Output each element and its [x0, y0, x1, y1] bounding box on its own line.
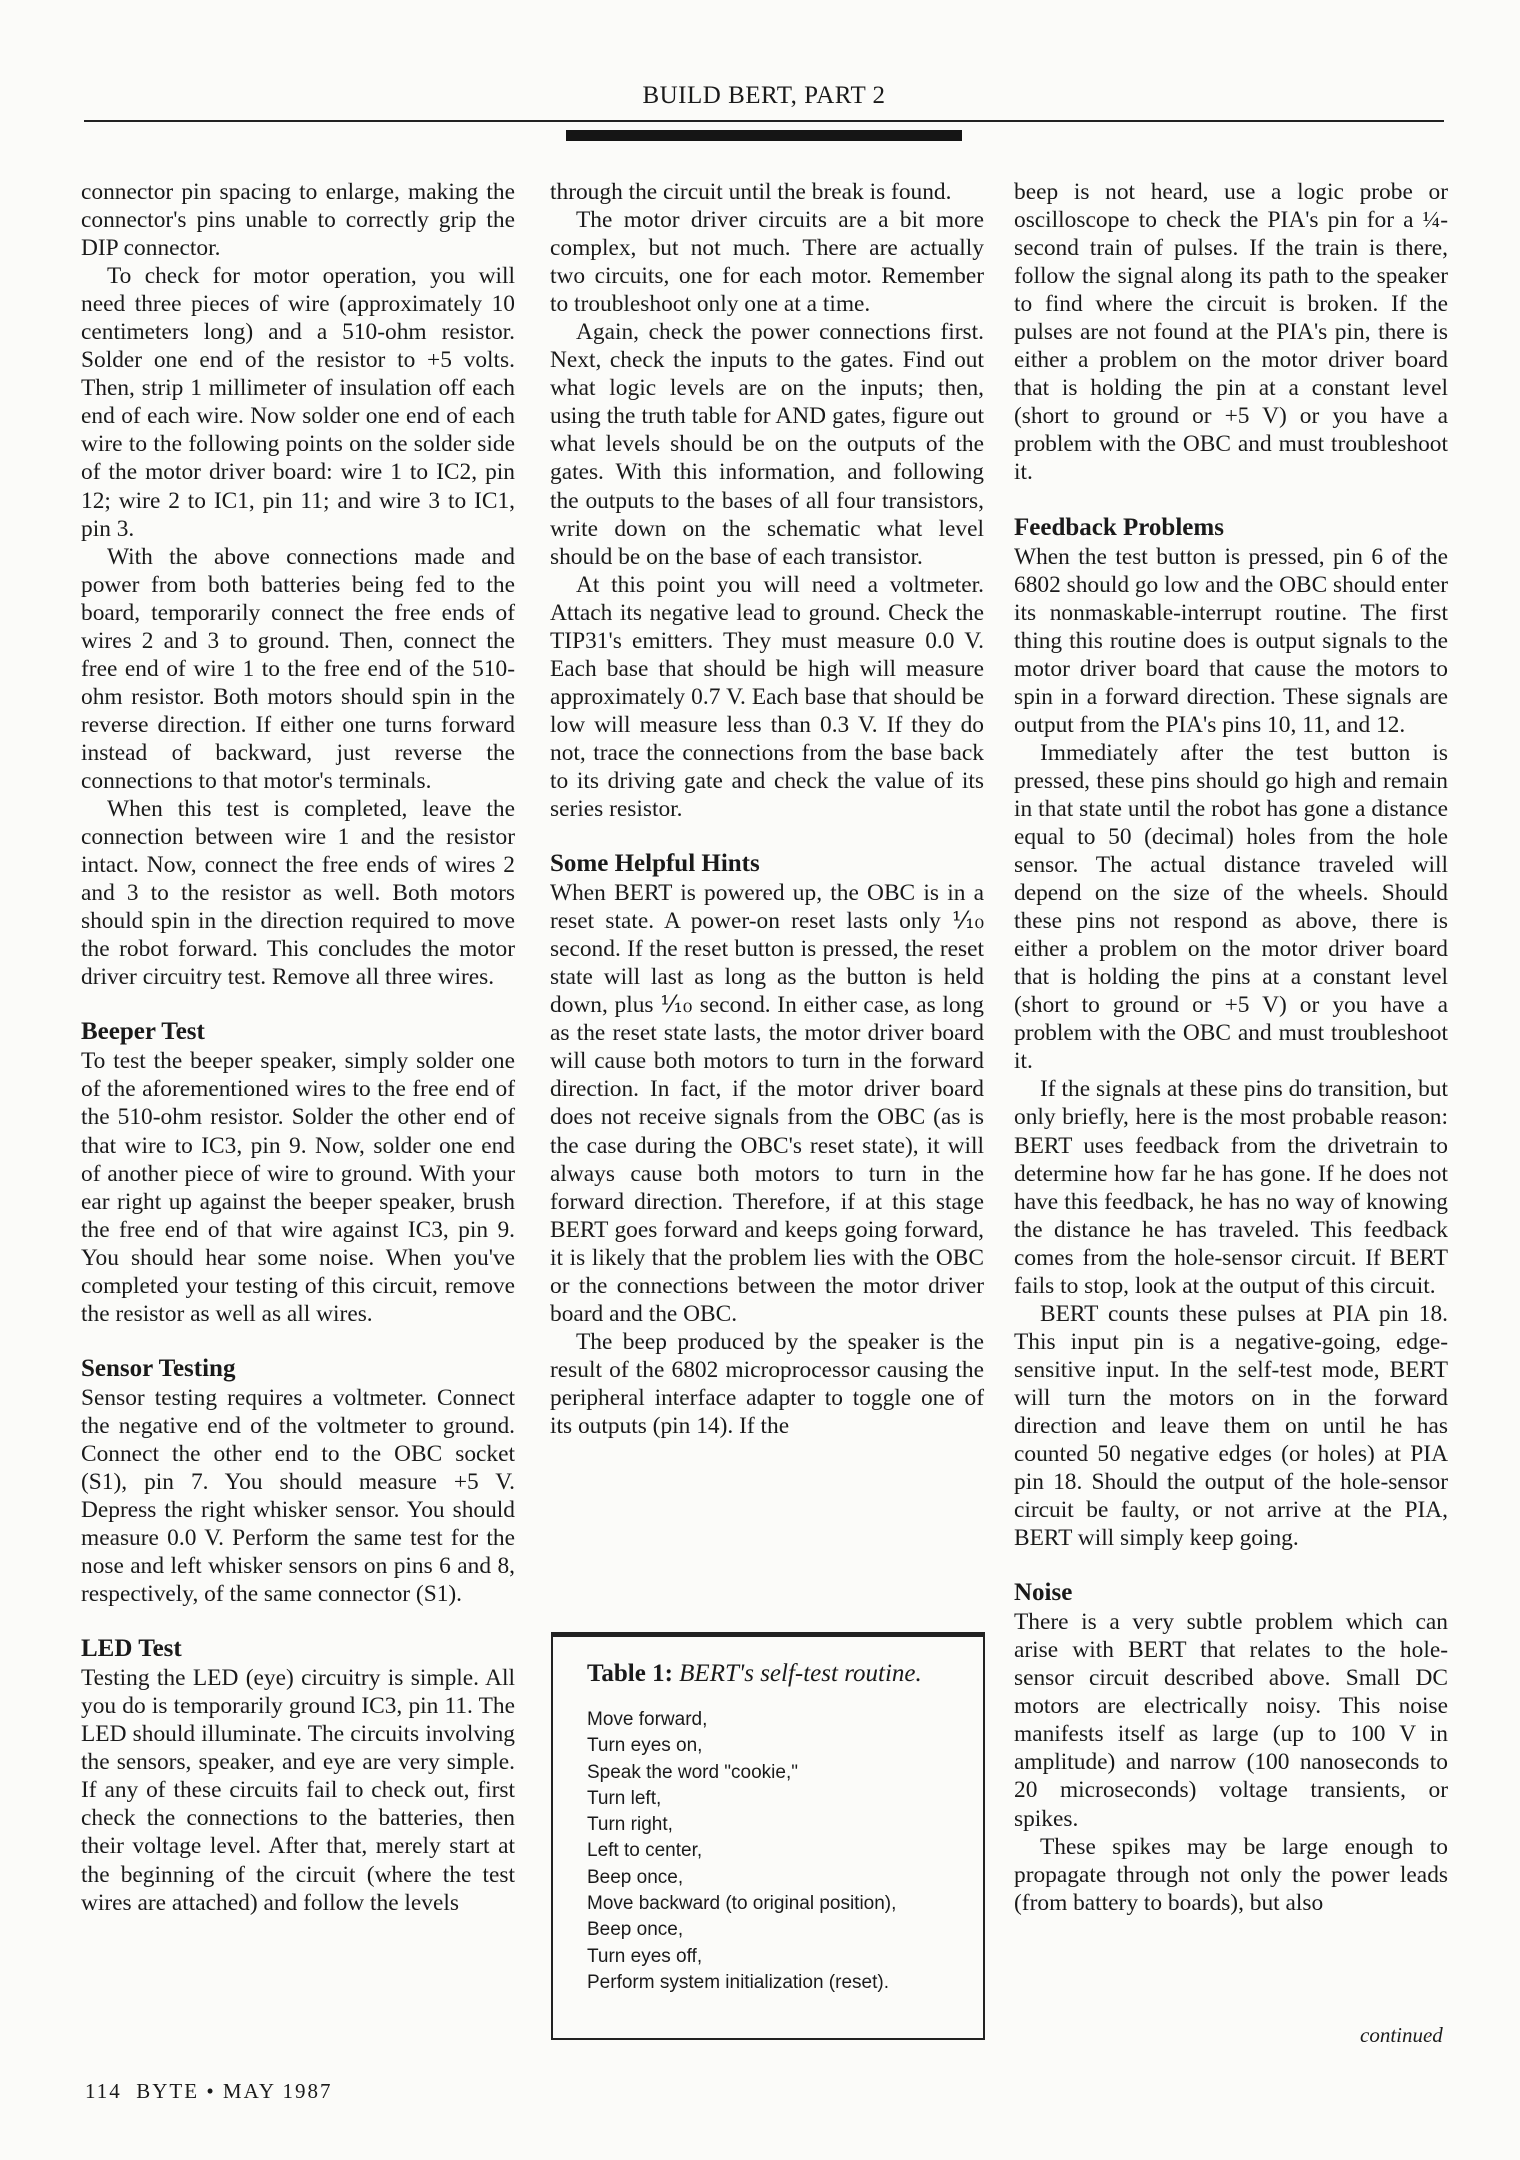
- header-bar: [566, 130, 962, 141]
- page-number: 114: [85, 2079, 122, 2103]
- paragraph: beep is not heard, use a logic probe or oscilloscope to check the PIA's pin for a ¼-second train of pulses. If the train is there, follow the signal along its path to the speaker to find where the circuit is broken. If the pulses are not found at the PIA's pin, there is either a problem on the motor driver board that is holding the pin at a constant level (short to ground or +5 V) or you have a problem with the OBC and must troubleshoot it.: [1014, 179, 1448, 486]
- running-header: BUILD BERT, PART 2: [642, 82, 886, 109]
- table-row: Turn eyes on,: [587, 1735, 703, 1757]
- table-row: Move forward,: [587, 1709, 708, 1730]
- section-heading: Sensor Testing: [81, 1354, 236, 1382]
- table-row: Beep once,: [587, 1919, 684, 1941]
- table-row: Turn eyes off,: [587, 1945, 703, 1967]
- paragraph: Again, check the power connections first. Next, check the inputs to the gates. Find out what logic levels are on the inputs; then, using the truth table for AND gates, figure out what levels should be on the outputs of the gates. With this information, and following the outputs to the bases of all four transistors, write down on the schematic what level should be on the base of each transistor.: [550, 319, 984, 570]
- paragraph: through the circuit until the break is found.: [550, 179, 952, 205]
- table-label: Table 1:: [587, 1660, 673, 1687]
- section-heading: Feedback Problems: [1014, 513, 1224, 541]
- header-rule: [84, 120, 1444, 122]
- continued-note: continued: [1360, 2023, 1443, 2047]
- paragraph: connector pin spacing to enlarge, making the connector's pins unable to correctly grip the DIP connector.: [81, 179, 515, 262]
- table-caption: BERT's self-test routine.: [679, 1660, 922, 1687]
- table-1: [551, 1632, 985, 2040]
- table-row: Move backward (to original position),: [587, 1893, 897, 1915]
- issue-date: MAY 1987: [222, 2079, 333, 2103]
- table-row: Turn right,: [587, 1814, 673, 1836]
- table-row: Perform system initialization (reset).: [587, 1971, 889, 1993]
- paragraph: When the test button is pressed, pin 6 of the 6802 should go low and the OBC should enter its nonmaskable-interrupt routine. The first thing this routine does is output signals to the motor driver board that cause the motors to spin in a forward direction. These signals are output from the PIA's pins 10, 11, and 12.: [1014, 543, 1448, 738]
- paragraph: If the signals at these pins do transition, but only briefly, here is the most probable reason: BERT uses feedback from the drivetrain to determine how far he has gone. If he does not have this feedback, he has no way of knowing the distance he has traveled. This feedback comes from the hole-sensor circuit. If BERT fails to stop, look at the output of this circuit.: [1014, 1076, 1448, 1299]
- column-1: [81, 178, 515, 1917]
- paragraph: With the above connections made and power from both batteries being fed to the board, temporarily connect the free ends of wires 2 and 3 to ground. Then, connect the free end of wire 1 to the free end of the 510-ohm resistor. Both motors should spin in the reverse direction. If either one turns forward instead of backward, just reverse the connections to that motor's terminals.: [81, 543, 515, 794]
- section-heading: Beeper Test: [81, 1018, 205, 1046]
- column-2: [550, 178, 984, 1440]
- column-3: [1014, 178, 1448, 1917]
- paragraph: Testing the LED (eye) circuitry is simple. All you do is temporarily ground IC3, pin 11. The LED should illuminate. The circuits involving the sensors, speaker, and eye are very simple. If any of these circuits fail to check out, first check the connections to the batteries, then their voltage level. After that, merely start at the beginning of the circuit (where the test wires are attached) and follow the levels: [81, 1665, 515, 1916]
- section-heading: Some Helpful Hints: [550, 850, 760, 878]
- paragraph: When BERT is powered up, the OBC is in a reset state. A power-on reset lasts only ⅒ second. If the reset button is pressed, the reset state will last as long as the button is held down, plus ⅒ second. In either case, as long as the reset state lasts, the motor driver board will cause both motors to turn in the forward direction. In fact, if the motor driver board does not receive signals from the OBC (as is the case during the OBC's reset state), it will always cause both motors to turn in the forward direction. Therefore, if at this stage BERT goes forward and keeps going forward, it is likely that the problem lies with the OBC or the connections between the motor driver board and the OBC.: [550, 880, 984, 1327]
- page-footer: [85, 2079, 332, 2104]
- paragraph: The beep produced by the speaker is the result of the 6802 microprocessor causing the peripheral interface adapter to toggle one of its outputs (pin 14). If the: [550, 1328, 984, 1439]
- table-list: [587, 1707, 959, 1996]
- paragraph: BERT counts these pulses at PIA pin 18. This input pin is a negative-going, edge-sensitive input. In the self-test mode, BERT will turn the motors on in the forward direction and leave them on until he has counted 50 negative edges (or holes) at PIA pin 18. Should the output of the hole-sensor circuit be faulty, or not arrive at the PIA, BERT will simply keep going.: [1014, 1300, 1448, 1552]
- section-heading: Noise: [1014, 1579, 1073, 1607]
- table-row: Turn left,: [587, 1787, 662, 1809]
- section-heading: LED Test: [81, 1635, 182, 1663]
- magazine-name: BYTE: [136, 2079, 200, 2103]
- footer-separator: •: [206, 2079, 216, 2103]
- paragraph: The motor driver circuits are a bit more complex, but not much. There are actually two circuits, one for each motor. Remember to troubleshoot only one at a time.: [550, 207, 984, 318]
- paragraph: Immediately after the test button is pressed, these pins should go high and remain in that state until the robot has gone a distance equal to 50 (decimal) holes from the hole sensor. The actual distance traveled will depend on the size of the wheels. Should these pins not respond as above, there is either a problem on the motor driver board that is holding the pins at a constant level (short to ground or +5 V) or you have a problem with the OBC and must troubleshoot it.: [1014, 739, 1448, 1075]
- table-title: [587, 1659, 959, 1689]
- table-row: Speak the word "cookie,": [587, 1761, 798, 1783]
- paragraph: These spikes may be large enough to propagate through not only the power leads (from battery to boards), but also: [1014, 1833, 1448, 1916]
- paragraph: To test the beeper speaker, simply solder one of the aforementioned wires to the free end of the 510-ohm resistor. Solder the other end of that wire to IC3, pin 9. Now, solder one end of another piece of wire to ground. With your ear right up against the beeper speaker, brush the free end of that wire against IC3, pin 9. You should hear some noise. When you've completed your testing of this circuit, remove the resistor as well as all wires.: [81, 1048, 515, 1327]
- paragraph: To check for motor operation, you will need three pieces of wire (approximately 10 centimeters long) and a 510-ohm resistor. Solder one end of the resistor to +5 volts. Then, strip 1 millimeter of insulation off each end of each wire. Now solder one end of each wire to the following points on the solder side of the motor driver board: wire 1 to IC2, pin 12; wire 2 to IC1, pin 11; and wire 3 to IC1, pin 3.: [81, 263, 515, 542]
- table-row: Left to center,: [587, 1840, 703, 1862]
- table-row: Beep once,: [587, 1866, 684, 1888]
- paragraph: There is a very subtle problem which can arise with BERT that relates to the hole-sensor circuit described above. Small DC motors are electrically noisy. This noise manifests itself as large (up to 100 V in amplitude) and narrow (100 nanoseconds to 20 microseconds) voltage transients, or spikes.: [1014, 1609, 1448, 1832]
- paragraph: When this test is completed, leave the connection between wire 1 and the resistor intact. Now, connect the free ends of wires 2 and 3 to the resistor as well. Both motors should spin in the direction required to move the robot forward. This concludes the motor driver circuitry test. Remove all three wires.: [81, 796, 515, 991]
- paragraph: At this point you will need a voltmeter. Attach its negative lead to ground. Check the TIP31's emitters. They must measure 0.0 V. Each base that should be high will measure approximately 0.7 V. Each base that should be low will measure less than 0.3 V. If they do not, trace the connections from the base back to its driving gate and check the value of its series resistor.: [550, 571, 984, 823]
- paragraph: Sensor testing requires a voltmeter. Connect the negative end of the voltmeter to ground. Connect the other end to the OBC socket (S1), pin 7. You should measure +5 V. Depress the right whisker sensor. You should measure 0.0 V. Perform the same test for the nose and left whisker sensors on pins 6 and 8, respectively, of the same connector (S1).: [81, 1384, 515, 1608]
